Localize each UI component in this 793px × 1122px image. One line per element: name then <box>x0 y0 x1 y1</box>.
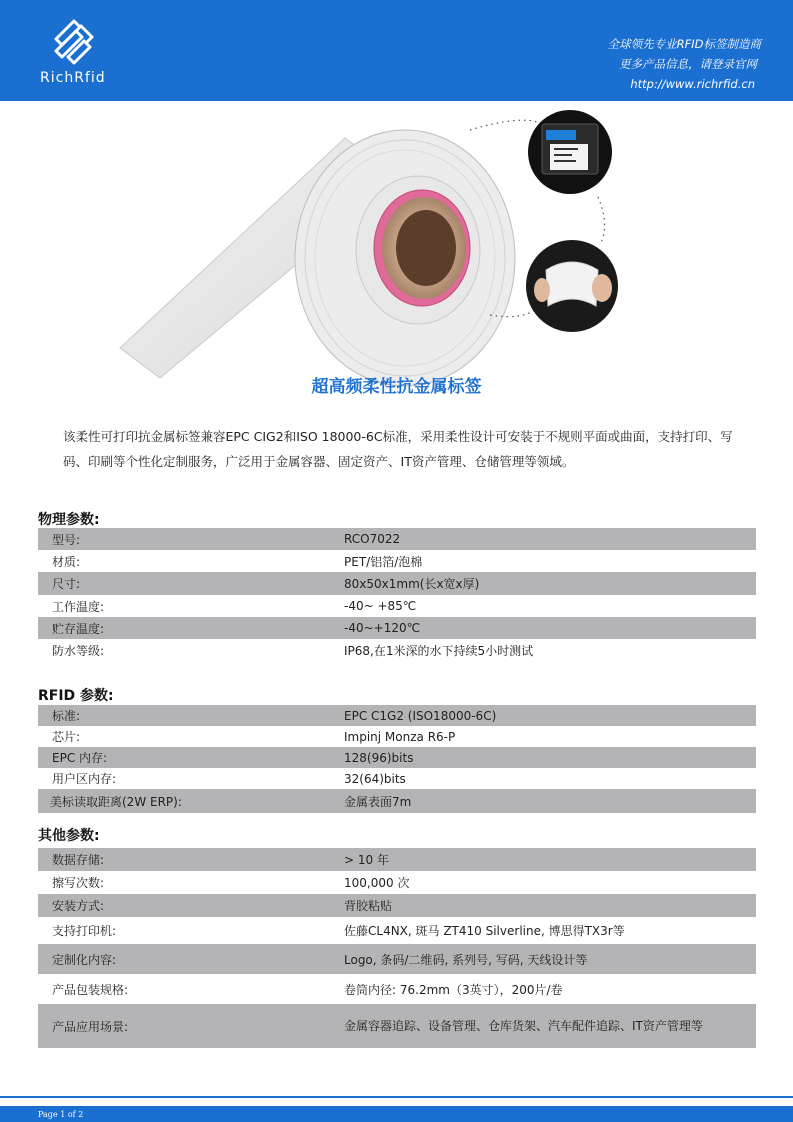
param-key: 产品包装规格: <box>38 974 334 1004</box>
param-key: 标准: <box>38 705 334 726</box>
label-roll-image <box>100 108 520 390</box>
table-row <box>38 617 756 639</box>
footer-bar <box>0 1106 793 1122</box>
website-link[interactable]: http://www.richrfid.cn <box>630 77 755 91</box>
param-key: 安装方式: <box>38 894 334 917</box>
header-bar <box>0 0 793 101</box>
param-value: 卷筒内径: 76.2mm（3英寸），200片/卷 <box>334 974 756 1004</box>
header-info <box>608 34 761 94</box>
param-value: 佐藤CL4NX, 斑马 ZT410 Silverline, 博思得TX3r等 <box>334 917 756 944</box>
param-value: 80x50x1mm(长x宽x厚) <box>334 572 756 595</box>
product-description: 该柔性可打印抗金属标签兼容EPC CIG2和ISO 18000-6C标准，采用柔性设计可安装于不规则平面或曲面，支持打印、写码、印刷等个性化定制服务，广泛用于金属容器、固定资产、IT资产管理、仓储管理等领域。 <box>63 429 733 469</box>
param-key: 工作温度: <box>38 595 334 617</box>
param-value: 金属表面7m <box>334 789 756 813</box>
param-key: EPC 内存: <box>38 747 334 768</box>
param-key: 擦写次数: <box>38 871 334 894</box>
param-value: 背胶粘贴 <box>334 894 756 917</box>
param-key: 尺寸: <box>38 572 334 595</box>
table-row <box>38 974 756 1004</box>
param-key: 美标读取距离(2W ERP): <box>38 789 334 813</box>
param-value: > 10 年 <box>334 848 756 871</box>
param-value: -40~+120℃ <box>334 617 756 639</box>
table-row <box>38 705 756 726</box>
table-row <box>38 768 756 789</box>
printer-photo <box>528 110 612 194</box>
param-value: Impinj Monza R6-P <box>334 726 756 747</box>
physical-section-title: 物理参数: <box>38 512 100 528</box>
param-value: EPC C1G2 (ISO18000-6C) <box>334 705 756 726</box>
param-key: 型号: <box>38 528 334 550</box>
param-key: 芯片: <box>38 726 334 747</box>
table-row <box>38 528 756 550</box>
param-key: 定制化内容: <box>38 944 334 974</box>
param-value: 128(96)bits <box>334 747 756 768</box>
richrfid-logo-icon <box>50 17 98 67</box>
table-row <box>38 595 756 617</box>
param-key: 数据存储: <box>38 848 334 871</box>
header-tagline: 全球领先专业RFID标签制造商 <box>607 37 761 51</box>
param-key: 防水等级: <box>38 639 334 661</box>
table-row <box>38 747 756 768</box>
table-row <box>38 572 756 595</box>
param-key: 产品应用场景: <box>38 1004 334 1048</box>
physical-table <box>38 528 756 661</box>
param-key: 贮存温度: <box>38 617 334 639</box>
footer-divider <box>0 1096 793 1098</box>
table-row <box>38 550 756 572</box>
rfid-section-title: RFID 参数: <box>38 688 114 704</box>
table-row <box>38 871 756 894</box>
param-value: 32(64)bits <box>334 768 756 789</box>
table-row <box>38 726 756 747</box>
param-value: Logo, 条码/二维码, 系列号, 写码, 天线设计等 <box>334 944 756 974</box>
param-value: PET/铝箔/泡棉 <box>334 550 756 572</box>
table-row <box>38 848 756 871</box>
table-row <box>38 894 756 917</box>
rfid-table <box>38 705 756 813</box>
table-row <box>38 1004 756 1048</box>
param-value: RCO7022 <box>334 528 756 550</box>
header-cta: 更多产品信息，请登录官网 <box>619 57 757 71</box>
flexible-label-photo <box>526 240 618 332</box>
table-row <box>38 789 756 813</box>
product-title: 超高频柔性抗金属标签 <box>311 377 482 397</box>
table-row <box>38 944 756 974</box>
param-value: -40~ +85℃ <box>334 595 756 617</box>
param-key: 支持打印机: <box>38 917 334 944</box>
brand-name: RichRfid <box>40 70 106 86</box>
param-value: 100,000 次 <box>334 871 756 894</box>
table-row <box>38 917 756 944</box>
param-value: 金属容器追踪、设备管理、仓库货架、汽车配件追踪、IT资产管理等 <box>334 1004 756 1048</box>
table-row <box>38 639 756 661</box>
param-key: 材质: <box>38 550 334 572</box>
param-value: IP68,在1米深的水下持续5小时测试 <box>334 639 756 661</box>
other-table <box>38 848 756 1048</box>
param-key: 用户区内存: <box>38 768 334 789</box>
other-section-title: 其他参数: <box>38 828 100 844</box>
page-number: Page 1 of 2 <box>38 1110 84 1119</box>
